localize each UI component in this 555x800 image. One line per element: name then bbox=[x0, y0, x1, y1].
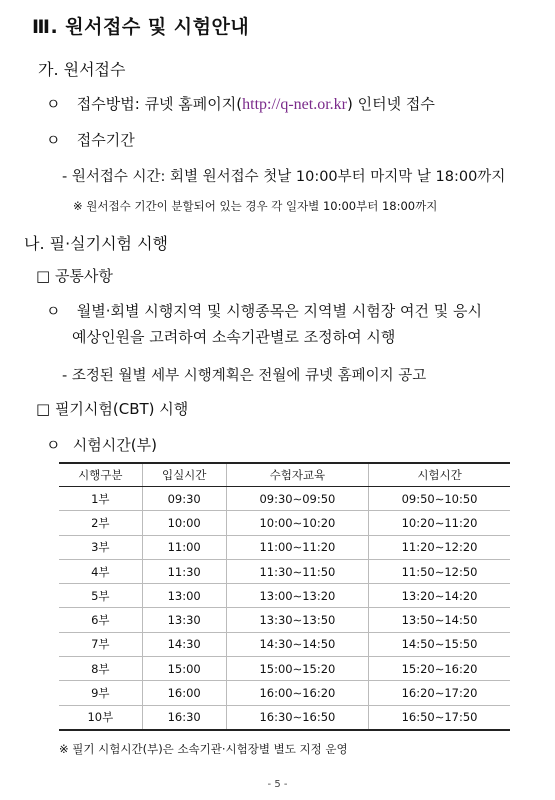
table-row bbox=[59, 657, 510, 681]
exam-time-item bbox=[46, 434, 157, 455]
header-entry-time: 입실시간 bbox=[142, 463, 226, 487]
cell-exam-time: 13:50∼14:50 bbox=[369, 608, 510, 632]
cell-session: 4부 bbox=[59, 559, 142, 583]
cell-education: 15:00∼15:20 bbox=[226, 657, 368, 681]
cell-exam-time: 13:20∼14:20 bbox=[369, 584, 510, 608]
section-title: Ⅲ. 원서접수 및 시험안내 bbox=[32, 16, 250, 38]
cbt-heading: □ 필기시험(CBT) 시행 bbox=[36, 400, 189, 418]
table-row bbox=[59, 511, 510, 535]
cell-entry-time: 09:30 bbox=[142, 487, 226, 511]
cell-exam-time: 15:20∼16:20 bbox=[369, 657, 510, 681]
cell-education: 16:00∼16:20 bbox=[226, 681, 368, 705]
cell-entry-time: 14:30 bbox=[142, 632, 226, 656]
bullet-icon: ㅇ bbox=[46, 131, 61, 149]
cell-exam-time: 11:20∼12:20 bbox=[369, 535, 510, 559]
subsection-application: 가. 원서접수 bbox=[38, 60, 126, 79]
cell-entry-time: 15:00 bbox=[142, 657, 226, 681]
exam-schedule-table bbox=[59, 462, 510, 731]
common-line-1: 월별·회별 시행지역 및 시행종목은 지역별 시험장 여건 및 응시 bbox=[76, 302, 482, 320]
application-period bbox=[46, 129, 135, 150]
table-row bbox=[59, 681, 510, 705]
cell-session: 9부 bbox=[59, 681, 142, 705]
cell-exam-time: 09:50∼10:50 bbox=[369, 487, 510, 511]
cell-exam-time: 14:50∼15:50 bbox=[369, 632, 510, 656]
application-method bbox=[46, 93, 435, 114]
qnet-link[interactable]: http://q-net.or.kr bbox=[242, 96, 347, 113]
cell-entry-time: 13:00 bbox=[142, 584, 226, 608]
cell-entry-time: 10:00 bbox=[142, 511, 226, 535]
page-number: - 5 - bbox=[267, 779, 288, 790]
cell-entry-time: 11:30 bbox=[142, 559, 226, 583]
method-suffix: ) 인터넷 접수 bbox=[347, 95, 435, 113]
cell-session: 2부 bbox=[59, 511, 142, 535]
cell-session: 6부 bbox=[59, 608, 142, 632]
cell-entry-time: 16:30 bbox=[142, 705, 226, 730]
table-row bbox=[59, 584, 510, 608]
cell-session: 5부 bbox=[59, 584, 142, 608]
header-session: 시행구분 bbox=[59, 463, 142, 487]
common-item bbox=[46, 300, 482, 321]
table-row bbox=[59, 632, 510, 656]
cell-session: 3부 bbox=[59, 535, 142, 559]
cell-exam-time: 16:50∼17:50 bbox=[369, 705, 510, 730]
subsection-exam: 나. 필·실기시험 시행 bbox=[24, 234, 168, 253]
cell-education: 10:00∼10:20 bbox=[226, 511, 368, 535]
table-row bbox=[59, 487, 510, 511]
bullet-icon: ㅇ bbox=[46, 302, 61, 320]
table-row bbox=[59, 705, 510, 730]
common-line-2: 예상인원을 고려하여 소속기관별로 조정하여 시행 bbox=[72, 328, 396, 346]
cell-education: 14:30∼14:50 bbox=[226, 632, 368, 656]
bullet-icon: ㅇ bbox=[46, 95, 61, 113]
cell-exam-time: 11:50∼12:50 bbox=[369, 559, 510, 583]
header-exam-time: 시험시간 bbox=[369, 463, 510, 487]
table-row bbox=[59, 608, 510, 632]
cell-entry-time: 16:00 bbox=[142, 681, 226, 705]
cell-education: 11:30∼11:50 bbox=[226, 559, 368, 583]
table-header-row bbox=[59, 463, 510, 487]
period-label: 접수기간 bbox=[76, 131, 135, 149]
cell-entry-time: 11:00 bbox=[142, 535, 226, 559]
cell-education: 09:30∼09:50 bbox=[226, 487, 368, 511]
cell-exam-time: 10:20∼11:20 bbox=[369, 511, 510, 535]
header-education: 수험자교육 bbox=[226, 463, 368, 487]
cell-education: 16:30∼16:50 bbox=[226, 705, 368, 730]
common-detail: - 조정된 월별 세부 시행계획은 전월에 큐넷 홈페이지 공고 bbox=[62, 368, 427, 384]
method-label: 접수방법: 큐넷 홈페이지( bbox=[76, 95, 243, 113]
cell-entry-time: 13:30 bbox=[142, 608, 226, 632]
cell-session: 8부 bbox=[59, 657, 142, 681]
table-row bbox=[59, 535, 510, 559]
exam-time-label: 시험시간(부) bbox=[72, 436, 157, 454]
table-body bbox=[59, 487, 510, 730]
cell-exam-time: 16:20∼17:20 bbox=[369, 681, 510, 705]
cell-session: 1부 bbox=[59, 487, 142, 511]
table-row bbox=[59, 559, 510, 583]
cell-education: 13:30∼13:50 bbox=[226, 608, 368, 632]
common-heading: □ 공통사항 bbox=[36, 267, 113, 285]
period-note: ※ 원서접수 기간이 분할되어 있는 경우 각 일자별 10:00부터 18:00까지 bbox=[73, 199, 438, 213]
cell-session: 7부 bbox=[59, 632, 142, 656]
table-note: ※ 필기 시험시간(부)은 소속기관·시험장별 별도 지정 운영 bbox=[59, 742, 348, 756]
period-detail: - 원서접수 시간: 회별 원서접수 첫날 10:00부터 마지막 날 18:00까지 bbox=[62, 169, 506, 185]
cell-session: 10부 bbox=[59, 705, 142, 730]
bullet-icon: ㅇ bbox=[46, 436, 61, 454]
cell-education: 11:00∼11:20 bbox=[226, 535, 368, 559]
cell-education: 13:00∼13:20 bbox=[226, 584, 368, 608]
